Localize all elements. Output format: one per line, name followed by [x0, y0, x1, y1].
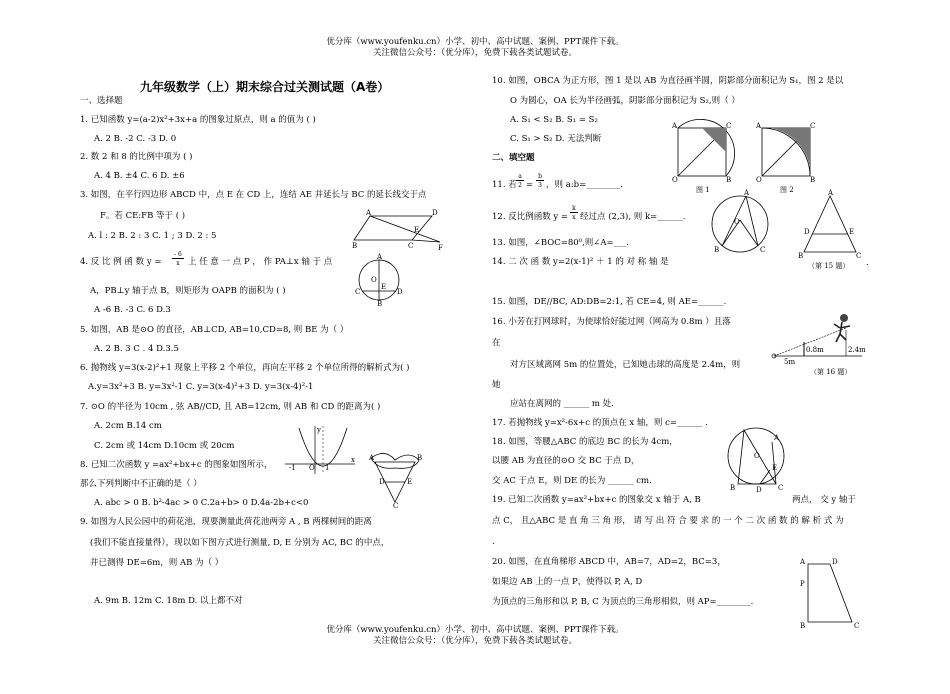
- svg-text:E: E: [381, 283, 387, 291]
- svg-text:C: C: [810, 122, 816, 130]
- page-title: 九年级数学（上）期末综合过关测试题（A卷）: [140, 80, 390, 94]
- q12-f-num: k: [570, 206, 578, 213]
- svg-text:B: B: [800, 622, 806, 630]
- q7-options-2: C. 2cm 或 14cm D.10cm 或 20cm: [94, 441, 235, 451]
- svg-text:C: C: [393, 502, 399, 510]
- q12-cont: 经过点 (2,3), 则 k=______.: [580, 212, 686, 222]
- svg-text:O: O: [754, 452, 760, 460]
- q1: 1. 已知函数 y=(a-2)x²+3x+a 的图象过原点，则 a 的值为 ( ): [80, 115, 316, 125]
- q19: 19. 已知二次函数 y=ax²+bx+c 的图象交 x 轴于 A, B: [492, 495, 701, 505]
- figure-q5-circle: [355, 253, 405, 308]
- q11-f1-num: a: [516, 174, 524, 181]
- q5-options: A. 2 B. 3 C . 4 D.3.5: [94, 344, 179, 354]
- fig16-net-label: 0.8m: [806, 346, 824, 354]
- svg-text:D: D: [832, 558, 838, 566]
- svg-text:C: C: [854, 622, 860, 630]
- q11-eq: =: [526, 180, 534, 190]
- svg-text:A: A: [672, 122, 678, 130]
- q16-cont2: 对方区域离网 5m 的位置处，已知她击球的高度是 2.4m，则: [510, 360, 741, 370]
- q10: 10. 如图，OBCA 为正方形，图 1 是以 AB 为直径画半圆，阴影部分面积记为 S₁，图 2 是以: [492, 76, 844, 86]
- q1-options: A. 2 B. -2 C. -3 D. 0: [94, 134, 177, 144]
- q16-cont: 在: [492, 338, 501, 348]
- svg-text:B: B: [810, 176, 816, 184]
- q15: 15. 如图，DE//BC, AD:DB=2:1, 若 CE=4, 则 AE=______.: [492, 297, 727, 307]
- q11-f2-den: 3: [538, 182, 542, 189]
- svg-text:E: E: [414, 226, 420, 234]
- svg-text:D: D: [756, 486, 762, 494]
- svg-text:A: A: [756, 122, 762, 130]
- section-fill: 二、填空题: [492, 153, 535, 163]
- svg-text:C: C: [408, 242, 414, 250]
- figure-q15-triangle: [798, 190, 862, 272]
- q6: 6. 抛物线 y=3(x-2)²+1 现象上平移 2 个单位，再向左平移 2 个单位所得的解析式为( ): [80, 363, 410, 373]
- q4-cont: 上 任 意 一 点 P ， 作 PA⊥x 轴 于 点: [188, 257, 333, 267]
- svg-text:C: C: [856, 252, 862, 260]
- svg-text:O: O: [672, 176, 678, 184]
- q12-f-den: x: [572, 214, 576, 221]
- q16-cont4: 应站在离网的 ______ m 处.: [510, 399, 614, 409]
- header-line-2: 关注微信公众号：（优分库），免费下载各类试题试卷。: [372, 48, 577, 58]
- q14: 14. 二 次 函 数 y=2(x-1)² ＋ 1 的 对 称 轴 是: [492, 257, 669, 267]
- fig16-label: （第 16 题）: [810, 368, 852, 376]
- figure-q13-circle: [708, 189, 772, 256]
- fig16-dist-label: 5m: [784, 358, 796, 366]
- svg-text:1: 1: [325, 464, 330, 472]
- q12: 12. 反比例函数 y =: [492, 212, 569, 222]
- q4-frac-den: x: [176, 260, 180, 267]
- q9: 9. 如图为人民公园中的荷花池，现要测量此荷花池两旁 A , B 两棵树间的距离: [80, 517, 372, 527]
- q20-cont: 如果边 AB 上的一点 P，使得以 P, A, D: [492, 577, 643, 587]
- q8-options: A. abc > 0 B. b²-4ac > 0 C.2a+b> 0 D.4a-2b+c<0: [94, 498, 309, 508]
- q20: 20. 如图，在直角梯形 ABCD 中，AB=7，AD=2，BC=3，: [492, 557, 726, 567]
- figure-q8-parabola: [285, 424, 355, 474]
- q20-cont2: 为顶点的三角形和以 P, B, C 为顶点的三角形相似，则 AP=________.: [492, 597, 754, 607]
- q9-cont2: 并已测得 DE=6m，则 AB 为（ ）: [90, 558, 224, 568]
- svg-text:A: A: [800, 558, 806, 566]
- svg-text:O: O: [756, 176, 762, 184]
- q4-options: A -6 B. -3 C. 6 D.3: [94, 305, 171, 315]
- svg-text:A: A: [744, 189, 750, 197]
- svg-text:O: O: [734, 218, 740, 226]
- figure-q20-trapezoid: [796, 556, 868, 630]
- q3-options: A. l : 2 B. 2 : 3 C. 1 ; 3 D. 2 : 5: [88, 231, 217, 241]
- q19-cont: 点 C， 且△ABC 是 直 角 三 角 形， 请 写 出 符 合 要 求 的 一 个 二 次 函 数 的 解 析 式 为: [492, 516, 844, 526]
- q9-cont: (我们不能直接量得），现以如下图方式进行测量, D, E 分别为 AC, BC 的中点，: [90, 538, 390, 548]
- svg-text:A: A: [369, 454, 375, 462]
- q11-f1-den: 2: [518, 182, 522, 189]
- svg-text:B: B: [352, 242, 358, 250]
- svg-text:B: B: [726, 176, 732, 184]
- q13: 13. 如图，∠BOC=80⁰,则∠A=___.: [492, 238, 630, 248]
- q19-right: 两点， 交 y 轴于: [792, 495, 856, 505]
- q4-frac-num: - 6: [172, 252, 184, 259]
- q9-options: A. 9m B. 12m C. 18m D. 以上都不对: [94, 596, 243, 606]
- footer-line-2: 关注微信公众号：（优分库），免费下载各类试题试卷。: [372, 636, 577, 646]
- svg-text:D: D: [379, 478, 385, 486]
- q3-cont: F。若 CE:FB 等于 ( ): [100, 211, 186, 221]
- svg-text:B: B: [798, 252, 804, 260]
- q19-cont2: .: [492, 537, 495, 547]
- section-choice: 一、选择题: [80, 96, 123, 106]
- svg-text:F: F: [438, 244, 443, 252]
- svg-text:y: y: [317, 426, 321, 434]
- svg-text:C: C: [355, 288, 361, 296]
- svg-text:O: O: [371, 276, 377, 284]
- q18-cont: 以腰 AB 为直径的⊙O 交 BC 于点 D，: [492, 456, 640, 466]
- svg-text:A: A: [377, 253, 383, 261]
- q7: 7. ⊙O 的半径为 10cm , 弦 AB//CD, 且 AB=12cm, 则 AB 和 CD 的距离为( ): [80, 402, 381, 412]
- q5: 5. 如图，AB 是⊙O 的直径，AB⊥CD, AB=10,CD=8, 则 BE 为（ ）: [80, 325, 349, 335]
- fig1-label: 图 1: [696, 186, 710, 194]
- q4: 4. 反 比 例 函 数 y =: [80, 257, 162, 267]
- svg-text:B: B: [417, 454, 423, 462]
- svg-text:A: A: [828, 189, 834, 197]
- svg-text:C: C: [778, 484, 784, 492]
- figure-q3-parallelogram: [352, 208, 444, 250]
- q8-cont: 那么下列判断中不正确的是（ ）: [80, 479, 202, 489]
- svg-text:P: P: [800, 580, 805, 588]
- q16: 16. 小芳在打网球时，为使球恰好能过网（网高为 0.8m ）且落: [492, 317, 731, 327]
- figure-q16-tennis: [770, 312, 870, 382]
- fig15-label: （第 15 题）: [808, 262, 850, 270]
- svg-text:D: D: [804, 228, 810, 236]
- svg-text:O: O: [309, 464, 315, 472]
- svg-text:E: E: [849, 228, 855, 236]
- q11-f2-num: b: [536, 174, 544, 181]
- q18: 18. 如图，等腰△ABC 的底边 BC 的长为 4cm，: [492, 437, 678, 447]
- figure-q9-pond: [365, 446, 425, 508]
- q2-options: A. 4 B. ±4 C. 6 D. ±6: [94, 171, 185, 181]
- figure-q10: [670, 122, 820, 192]
- q3: 3. 如图，在平行四边形 ABCD 中，点 E 在 CD 上，连结 AE 并延长与 BC 的延长线交于点: [80, 190, 427, 200]
- svg-text:D: D: [432, 209, 438, 217]
- svg-text:D: D: [397, 288, 403, 296]
- svg-text:B: B: [377, 300, 383, 308]
- q2: 2. 数 2 和 8 的比例中项为 ( ): [80, 152, 193, 162]
- svg-text:E: E: [772, 464, 778, 472]
- fig2-label: 图 2: [780, 186, 794, 194]
- svg-text:A: A: [366, 209, 372, 217]
- q17: 17. 若抛物线 y=x²-6x+c 的顶点在 x 轴，则 c=______ .: [492, 418, 708, 428]
- header-line-1: 优分库（www.youfenku.cn）小学、初中、高中试题、案例、PPT课件下载。: [326, 37, 624, 47]
- svg-text:A: A: [774, 434, 780, 442]
- q11-cont: ，则 a:b=________.: [546, 180, 623, 190]
- q10-cont: O 为圆心，OA 长为半径画弧，阴影部分面积记为 S₂,则（ ）: [510, 96, 740, 106]
- q4-cont2: A，PB⊥y 轴于点 B，则矩形为 OAPB 的面积为 ( ): [90, 286, 286, 296]
- svg-text:-1: -1: [289, 464, 296, 472]
- svg-text:C: C: [760, 246, 766, 254]
- svg-text:E: E: [407, 478, 413, 486]
- q16-cont3: 她: [492, 380, 501, 390]
- svg-text:B: B: [714, 246, 720, 254]
- svg-text:x: x: [351, 456, 355, 464]
- svg-text:C: C: [726, 122, 732, 130]
- q10-options-1: A. S₁ < S₂ B. S₁ = S₂: [510, 115, 598, 125]
- q8: 8. 已知二次函数 y =ax²+bx+c 的图象如图所示，: [80, 460, 273, 470]
- fig16-hit-label: 2.4m: [848, 346, 866, 354]
- q18-cont2: 交 AC 于点 E，则 DE 的长为 ______ cm.: [492, 476, 652, 486]
- q10-options-2: C. S₁ > S₂ D. 无法判断: [510, 134, 602, 144]
- footer-line-1: 优分库（www.youfenku.cn）小学、初中、高中试题、案例、PPT课件下载。: [326, 625, 624, 635]
- svg-text:B: B: [730, 484, 736, 492]
- q11: 11. 若: [492, 180, 517, 190]
- q6-options: A.y=3x²+3 B. y=3x²-1 C. y=3(x-4)²+3 D. y=3(x-4)²-1: [88, 382, 314, 392]
- q7-options-1: A. 2cm B.14 cm: [94, 421, 162, 431]
- figure-q18-circle: [726, 422, 790, 494]
